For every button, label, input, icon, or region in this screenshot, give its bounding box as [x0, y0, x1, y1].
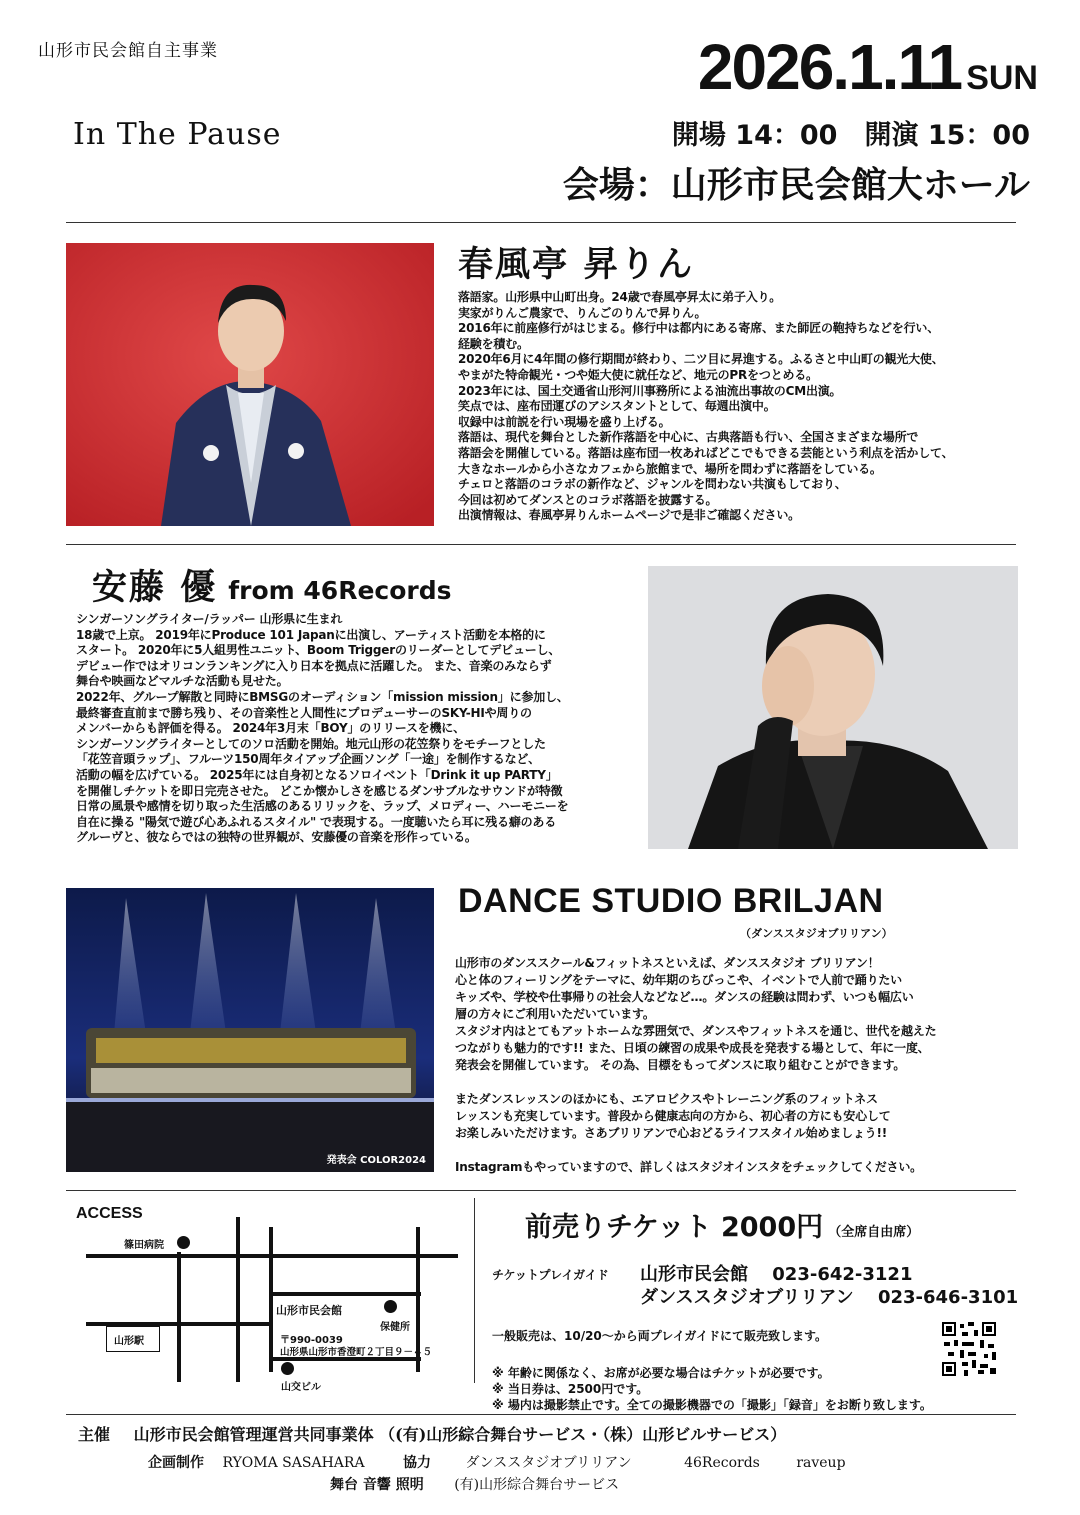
production-label: 企画制作	[148, 1455, 204, 1471]
performer-3-photo	[66, 888, 434, 1172]
ticket-headline: 前売りチケット 2000円	[525, 1212, 824, 1243]
performer-2-bio: シンガーソングライター/ラッパー 山形県に生まれ 18歳で上京。 2019年にProduce 101 Japanに出演し、アーティスト活動を本格的に スタート。 2020年に5人組男性ユニット、Boom Triggerのリーダーとしてデビューし、 デビュー作ではオリコンランキングに入り日本を拠点に活躍した。 また、音楽のみならず 舞台や映画などマルチな活動も見せた。 2022年、グループ解散と同時にBMSGのオーディション「mission mission」に参加し、 最終審査直前まで勝ち残り、その音楽性と人間性にプロデューサーのSKY-HIや周りの メンバーからも評価を得る。 2024年3月末「BOY」のリリースを機に、 シンガーソングライターとしてのソロ活動を開始。地元山形の花笠祭りをモチーフとした 「花笠音頭ラップ」、フルーツ150周年タイアップ企画ソング「一途」を制作するなど、 活動の幅を広げている。 2025年には自身初となるソロイベント「Drink it up PARTY」 を開催しチケットを即日完売させた。 どこか懐かしさを感じるダンサブルなサウンドが特徴 日常の風景や感情を切り取った生活感のあるリリックを、ラップ、メロディー、ハーモニーを 自在に操る "陽気で遊び心あふれるスタイル" で表現する。一度聴いたら耳に残る癖のある グルーヴと、彼ならではの独特の世界観が、安藤優の音楽を形作っている。	[76, 612, 569, 845]
performer-1-bio: 落語家。山形県中山町出身。24歳で春風亭昇太に弟子入り。 実家がりんご農家で、りんごのりんで昇りん。 2016年に前座修行がはじまる。修行中は都内にある寄席、また師匠の鞄持ちなどを行い、 経験を積む。 2020年6月に4年間の修行期間が終わり、二ツ目に昇進する。ふるさと中山町の観光大使、 やまがた特命観光・つや姫大使に就任など、地元のPRをつとめる。 2023年には、国土交通省山形河川事務所による油流出事故のCM出演。 笑点では、座布団運びのアシスタントとして、毎週出演中。 収録中は前説を行い現場を盛り上げる。 落語は、現代を舞台とした新作落語を中心に、古典落語も行い、全国さまざまな場所で 落語会を開催している。落語は座布団一枚あればどこでもできる芸能という利点を活かして、 大きなホールから小さなカフェから旅館まで、場所を問わずに落語をしている。 チェロと落語のコラボの新作など、ジャンルを問わない共演もしており、 今回は初めてダンスとのコラボ落語を披露する。 出演情報は、春風亭昇りんホームページで是非ご確認ください。	[458, 290, 954, 523]
ticket-note-3: ※ 場内は撮影禁止です。全ての撮影機器での「撮影」「録音」をお断り致します。	[492, 1398, 932, 1412]
date-number: 2026.1.11	[697, 31, 962, 103]
performer-1-photo	[66, 243, 434, 526]
cooperation-1: ダンススタジオブリリアン	[465, 1455, 632, 1471]
ticket-guide-row-2	[640, 1283, 1018, 1309]
cooperation-label: 協力	[403, 1455, 432, 1471]
performer-2-portrait-icon	[648, 566, 1018, 849]
event-title: In The Pause	[73, 117, 282, 152]
performer-3-name: DANCE STUDIO BRILJAN	[458, 882, 884, 920]
credits-stage-row	[330, 1474, 619, 1494]
map-road	[269, 1227, 273, 1372]
ticket-headline-row	[525, 1205, 919, 1244]
divider-3	[66, 1190, 1016, 1191]
access-map	[76, 1212, 471, 1393]
performer-1-name: 春風亭 昇りん	[458, 245, 695, 285]
cooperation-2: 46Records	[684, 1455, 760, 1471]
performer-3-reading: （ダンススタジオブリリアン）	[740, 927, 893, 940]
map-road	[236, 1217, 240, 1382]
access-title: ACCESS	[76, 1205, 143, 1222]
health-center-marker-icon	[384, 1300, 397, 1313]
map-label-hall: 山形市民会館	[276, 1304, 342, 1317]
hospital-marker-icon	[177, 1236, 190, 1249]
ticket-guide-label: チケットプレイガイド	[492, 1268, 609, 1282]
guide-2-name: ダンススタジオブリリアン	[640, 1287, 854, 1308]
event-venue: 会場：山形市民会館大ホール	[562, 165, 1030, 206]
guide-1-name: 山形市民会館	[640, 1264, 748, 1285]
divider-1	[66, 544, 1016, 545]
performer-3-bio: 山形市のダンススクール&フィットネスといえば、ダンススタジオ ブリリアン！ 心と体のフィーリングをテーマに、幼年期のちびっこや、イベントで人前で踊りたい キッズや、学校や仕事帰りの社会人などなど…。ダンスの経験は問わず、いつも幅広い 層の方々にご利用いただいています。 スタジオ内はとてもアットホームな雰囲気で、ダンスやフィットネスを通じ、世代を越えた つながりも魅力的です!! また、日頃の練習の成果や成長を発表する場として、年に一度、 発表会を開催しています。 その為、目標をもってダンスに取り組むことができます。 またダンスレッスンのほかにも、エアロビクスやトレーニング系のフィットネス レッスンも充実しています。普段から健康志向の方から、初心者の方にも安心して お楽しみいただけます。さあブリリアンで心おどるライフスタイル始めましょう!! Instagramもやっていますので、詳しくはスタジオインスタをチェックしてください。	[455, 956, 937, 1174]
performer-2-affiliation: from 46Records	[228, 576, 452, 605]
stage-photo-icon	[66, 888, 434, 1172]
header-divider	[66, 222, 1016, 223]
credits-production-row	[148, 1452, 846, 1472]
performer-2-photo	[648, 566, 1018, 849]
map-label-address: 山形県山形市香澄町２丁目９－４５	[280, 1347, 433, 1358]
ticket-note-1: ※ 年齢に関係なく、お席が必要な場合はチケットが必要です。	[492, 1366, 830, 1380]
guide-2-phone: 023-646-3101	[877, 1287, 1019, 1308]
footer-divider	[66, 1414, 1016, 1415]
map-label-postal: 〒990-0039	[280, 1335, 343, 1346]
host-value: 山形市民会館管理運営共同事業体 （(有)山形綜合舞台サービス・（株）山形ビルサービス）	[133, 1425, 787, 1444]
organizer-label: 山形市民会館自主事業	[38, 41, 218, 61]
map-label-hospital: 篠田病院	[124, 1240, 164, 1251]
date-weekday: SUN	[966, 59, 1038, 97]
stage-value: (有)山形綜合舞台サービス	[454, 1477, 620, 1493]
building-marker-icon	[281, 1362, 294, 1375]
map-road	[271, 1292, 421, 1296]
photo-caption: 発表会 COLOR2024	[326, 1155, 426, 1166]
access-ticket-divider	[474, 1198, 475, 1383]
ticket-headline-note: （全席自由席）	[828, 1225, 920, 1240]
ticket-note-2: ※ 当日券は、2500円です。	[492, 1382, 649, 1396]
performer-2-name-row	[92, 560, 452, 610]
stage-label: 舞台 音響 照明	[330, 1477, 424, 1493]
credits-host-row	[78, 1422, 786, 1445]
map-label-health-center: 保健所	[380, 1322, 410, 1333]
guide-1-phone: 023-642-3121	[772, 1264, 913, 1285]
qr-code-graphic	[940, 1320, 998, 1378]
map-label-building: 山交ビル	[281, 1382, 321, 1393]
host-label: 主催	[78, 1425, 111, 1444]
map-label-station: 山形駅	[114, 1336, 144, 1347]
performer-2-name: 安藤 優	[92, 568, 218, 608]
production-value: RYOMA SASAHARA	[222, 1455, 365, 1471]
performer-1-portrait-icon	[66, 243, 434, 526]
ticket-sale-info: 一般販売は、10/20～から両プレイガイドにて販売致します。	[492, 1329, 828, 1343]
qr-code-icon[interactable]	[940, 1320, 998, 1378]
event-times: 開場 14：00 開演 15：00	[671, 120, 1030, 151]
map-road	[177, 1252, 181, 1382]
event-date	[618, 30, 1038, 105]
map-road	[86, 1254, 458, 1258]
cooperation-3: raveup	[796, 1455, 846, 1471]
